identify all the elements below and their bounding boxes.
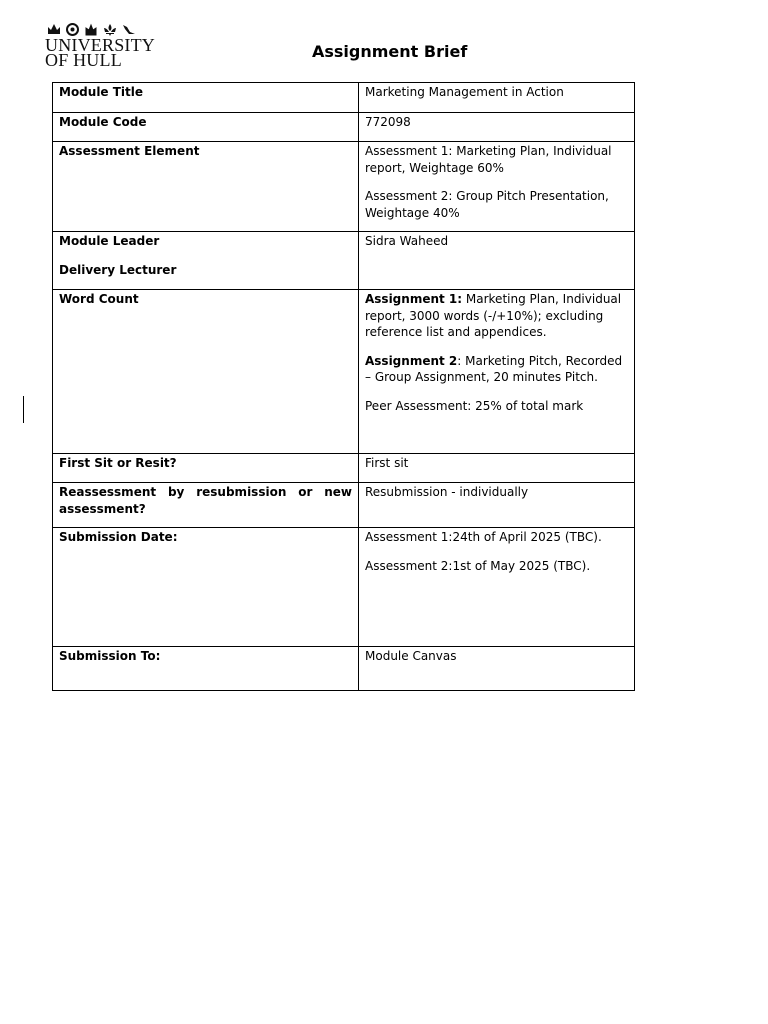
text-cursor (23, 396, 24, 423)
word-count-value (359, 290, 635, 454)
table-row (53, 290, 635, 454)
assessment-1-text: Assessment 1: Marketing Plan, Individual report, Weightage 60% (365, 144, 612, 175)
crown-icon (47, 23, 61, 35)
table-row (53, 647, 635, 691)
submission-to-value: Module Canvas (359, 647, 635, 691)
table-row (53, 454, 635, 483)
university-logo (45, 20, 175, 68)
submission-to-label: Submission To: (53, 647, 359, 691)
delivery-lecturer-label-text: Delivery Lecturer (59, 262, 177, 277)
fleur-de-lis-icon (103, 23, 117, 36)
assignment-1-body: Marketing Plan, Individual report, 3000 words (-/+10%); excluding reference list and appendices. (365, 292, 622, 339)
table-row (53, 142, 635, 232)
assignment-1-text (365, 291, 628, 341)
crown-icon (84, 23, 98, 36)
first-sit-label: First Sit or Resit? (53, 454, 359, 483)
rose-icon (66, 23, 79, 36)
submission-date-1: Assessment 1:24th of April 2025 (TBC). (365, 530, 602, 544)
module-code-value: 772098 (359, 113, 635, 142)
module-leader-value: Sidra Waheed (359, 232, 635, 290)
table-row (53, 113, 635, 142)
assessment-element-label: Assessment Element (53, 142, 359, 232)
reassessment-label-line-2: assessment? (59, 501, 146, 516)
module-title-label: Module Title (53, 83, 359, 113)
bird-icon (122, 23, 136, 35)
module-leader-label-text: Module Leader (59, 234, 160, 248)
table-row (53, 232, 635, 290)
module-code-label: Module Code (53, 113, 359, 142)
table-row (53, 483, 635, 528)
word-count-label: Word Count (53, 290, 359, 454)
assignment-brief-table (52, 82, 635, 691)
module-title-value: Marketing Management in Action (359, 83, 635, 113)
assignment-1-heading: Assignment 1: (365, 292, 463, 306)
module-leader-label (53, 232, 359, 290)
first-sit-value: First sit (359, 454, 635, 483)
reassessment-label-line-1: Reassessment by resubmission or new (59, 485, 352, 499)
table-row (53, 83, 635, 113)
assignment-2-heading: Assignment 2 (365, 353, 458, 368)
submission-date-label: Submission Date: (53, 528, 359, 647)
assignment-2-body: : Marketing Pitch, Recorded – Group Assignment, 20 minutes Pitch. (365, 353, 623, 384)
assessment-2-text: Assessment 2: Group Pitch Presentation, Weightage 40% (365, 189, 609, 220)
reassessment-value: Resubmission - individually (359, 483, 635, 528)
reassessment-label (53, 483, 359, 528)
submission-date-2: Assessment 2:1st of May 2025 (TBC). (365, 558, 591, 573)
logo-line-2: OF HULL (45, 50, 122, 70)
assignment-2-text (365, 353, 628, 386)
logo-line-1: UNIVERSITY (45, 35, 155, 55)
peer-assessment-text: Peer Assessment: 25% of total mark (365, 398, 584, 413)
table-row (53, 528, 635, 647)
submission-date-value (359, 528, 635, 647)
assessment-element-value (359, 142, 635, 232)
page-title: Assignment Brief (312, 42, 468, 61)
